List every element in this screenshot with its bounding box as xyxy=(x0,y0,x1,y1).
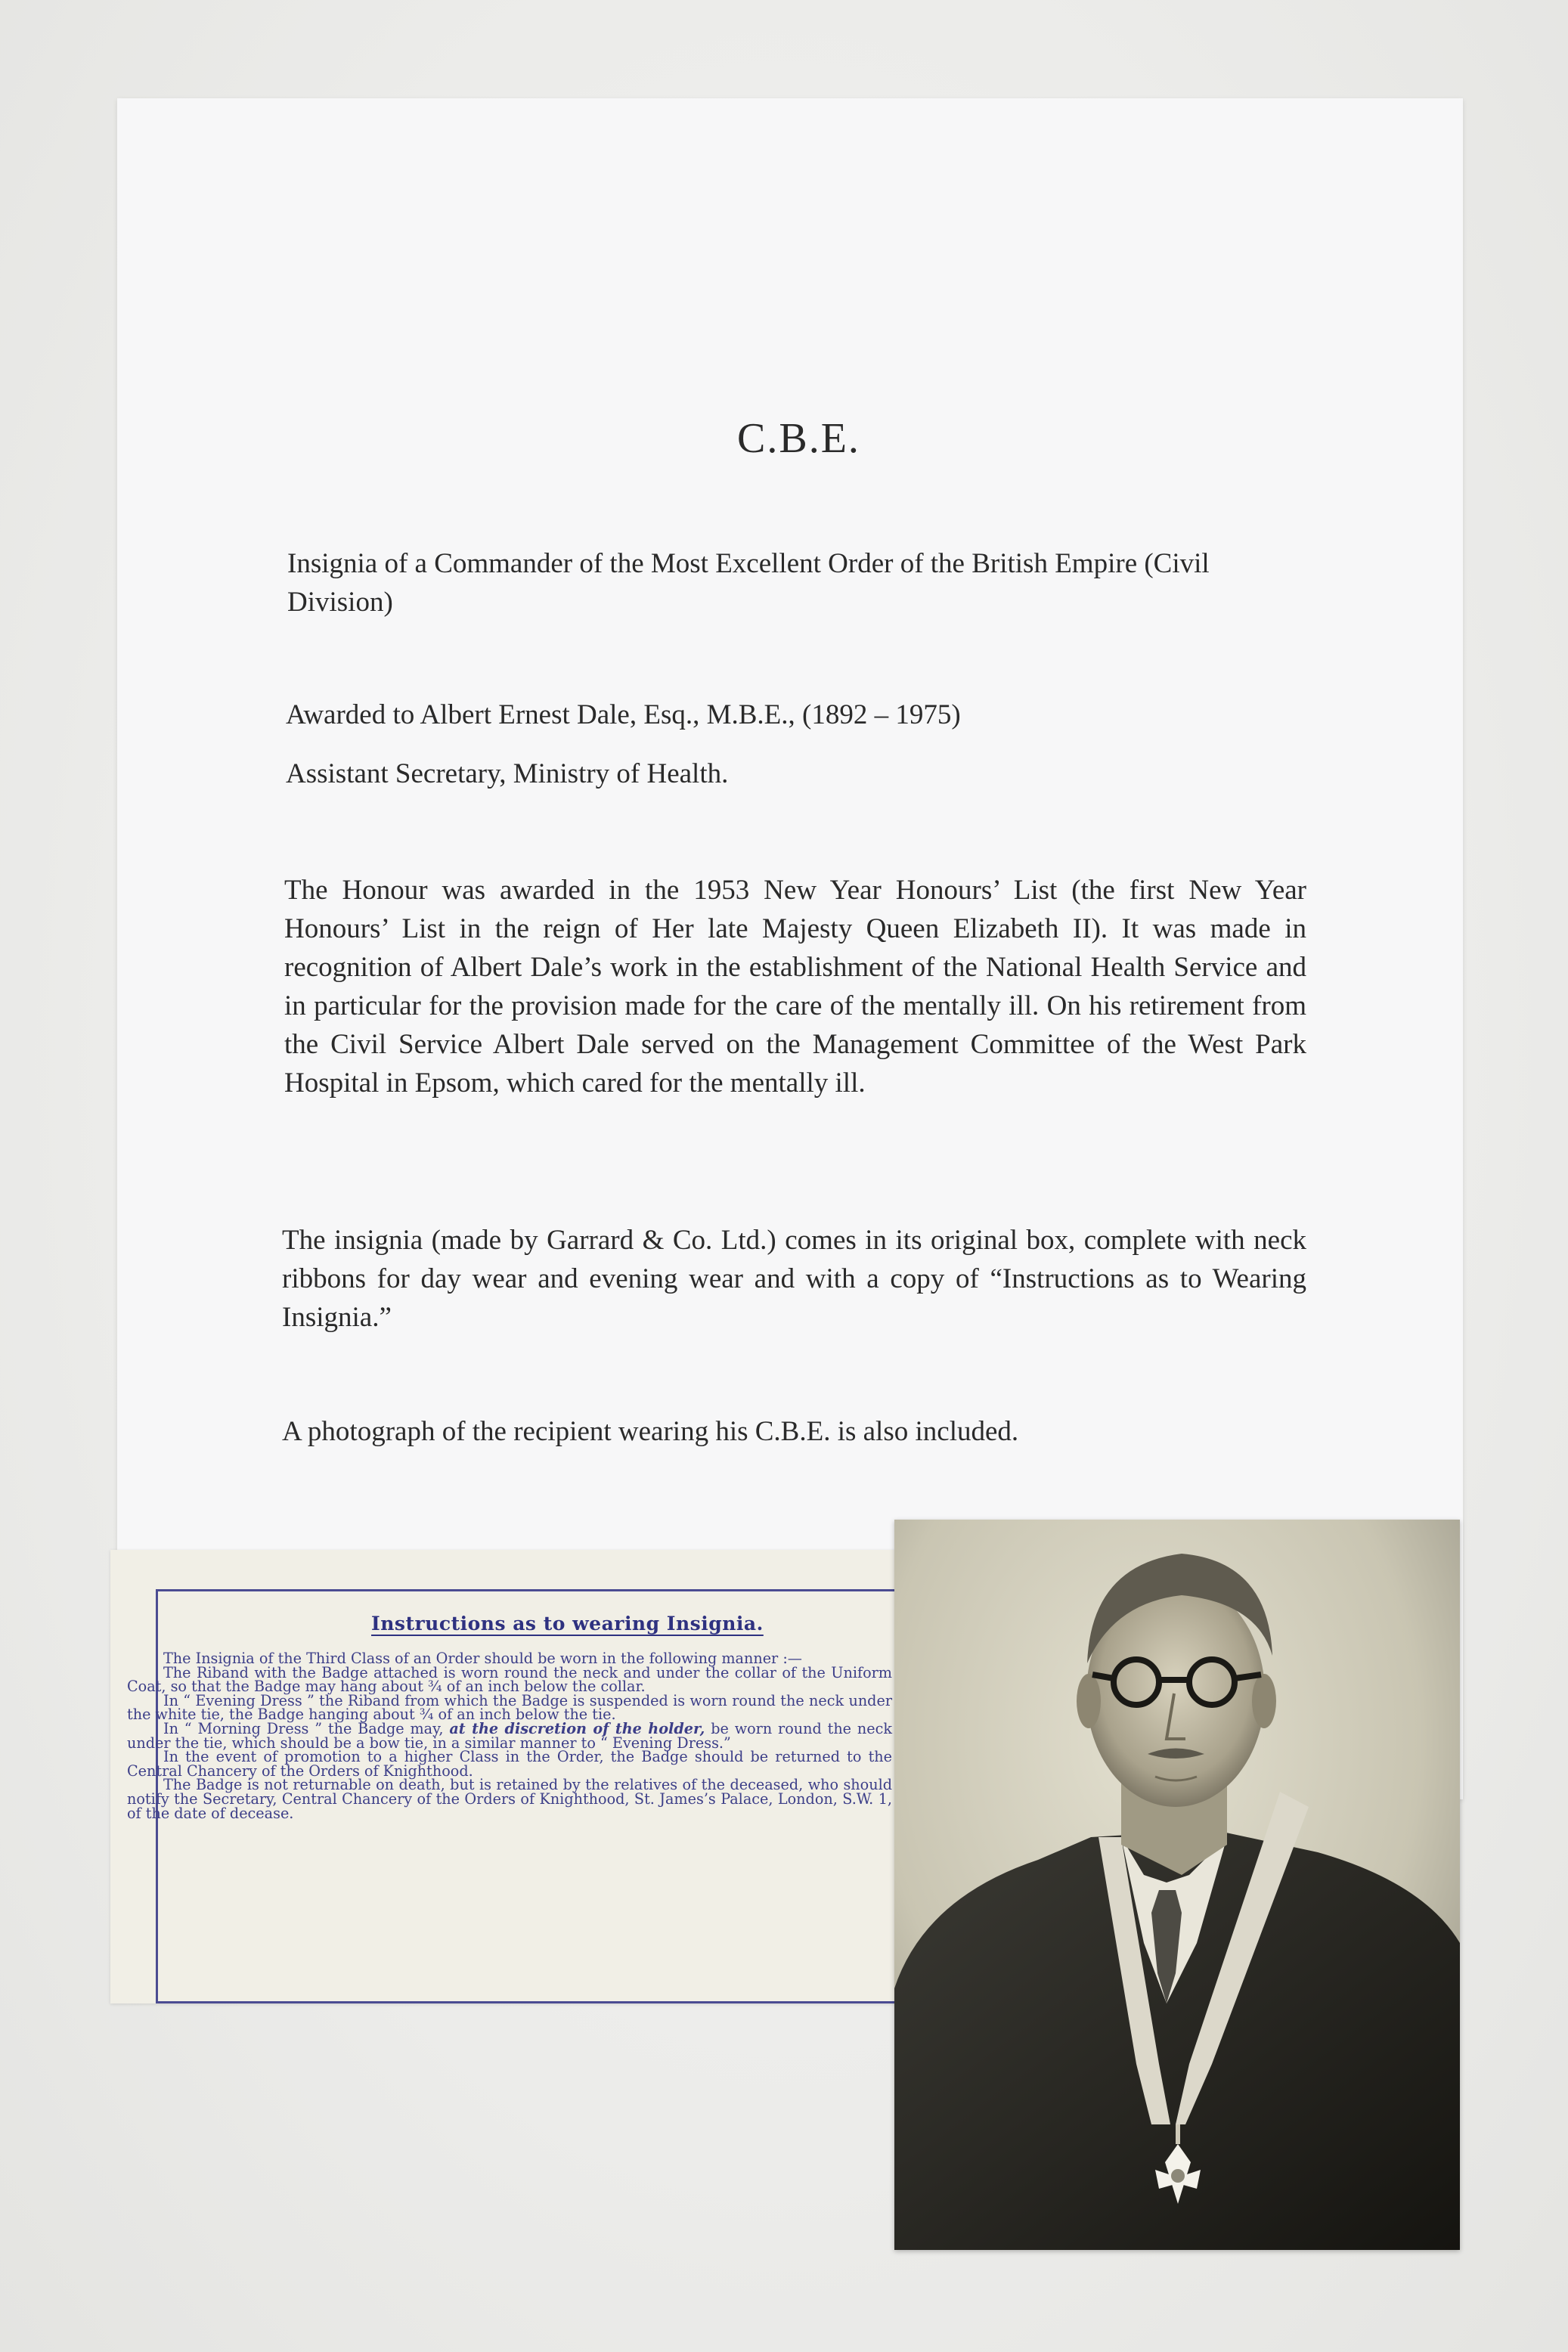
portrait-illustration xyxy=(894,1520,1460,2250)
honour-history-paragraph: The Honour was awarded in the 1953 New Year Honours’ List (the first New Year Honours’ List in the reign of Her late Majesty Queen Elizabeth II). It was made in recognition of Albert Dale’s work in the establishment of the National Health Service and in particular for the provision made for the care of the mentally ill. On his retirement from the Civil Service Albert Dale served on the Management Committee of the West Park Hospital in Epsom, which cared for the mentally ill. xyxy=(284,875,1306,1099)
instructions-text: In “ Morning Dress ” the Badge may, xyxy=(163,1719,450,1737)
instructions-body xyxy=(127,1652,892,1821)
awarded-to-line: Awarded to Albert Ernest Dale, Esq., M.B.E., (1892 – 1975) xyxy=(286,699,961,730)
portrait-photograph xyxy=(894,1520,1460,2250)
photograph-note: A photograph of the recipient wearing his C.B.E. is also included. xyxy=(282,1416,1019,1447)
recipient-position: Assistant Secretary, Ministry of Health. xyxy=(286,758,729,789)
insignia-contents-paragraph: The insignia (made by Garrard & Co. Ltd.) comes in its original box, complete with neck ribbons for day wear and evening wear and with a copy of “Instructions as to Wearing Insignia.” xyxy=(282,1225,1306,1333)
document-title: C.B.E. xyxy=(737,415,860,462)
instructions-paragraph: The Insignia of the Third Class of an Order should be worn in the following manner :— xyxy=(163,1650,802,1667)
instructions-paragraph: In “ Evening Dress ” the Riband from which the Badge is suspended is worn round the neck under the white tie, the Badge hanging about ¾ of an inch below the tie. xyxy=(127,1691,892,1724)
instructions-paragraph: The Badge is not returnable on death, but is retained by the relatives of the deceased, who should notify the Secretary, Central Chancery of the Orders of Knighthood, St. James’s Palace, London, S.W. 1, of the date of decease. xyxy=(127,1776,892,1822)
instructions-paragraph: The Riband with the Badge attached is worn round the neck and under the collar of the Uniform Coat, so that the Badge may hang about ¾ of an inch below the collar. xyxy=(127,1663,892,1696)
insignia-description: Insignia of a Commander of the Most Excellent Order of the British Empire (Civil Division) xyxy=(287,548,1210,618)
instructions-emphasis: at the discretion of the holder, xyxy=(449,1719,705,1737)
instructions-text: be worn round the neck under the tie, which should be a bow tie, in a similar manner to “ Evening Dress.” xyxy=(127,1719,892,1752)
instructions-paragraph: In the event of promotion to a higher Class in the Order, the Badge should be returned to the Central Chancery of the Orders of Knighthood. xyxy=(127,1748,892,1780)
instructions-paragraph xyxy=(127,1719,892,1752)
instructions-heading: Instructions as to wearing Insignia. xyxy=(371,1613,764,1635)
